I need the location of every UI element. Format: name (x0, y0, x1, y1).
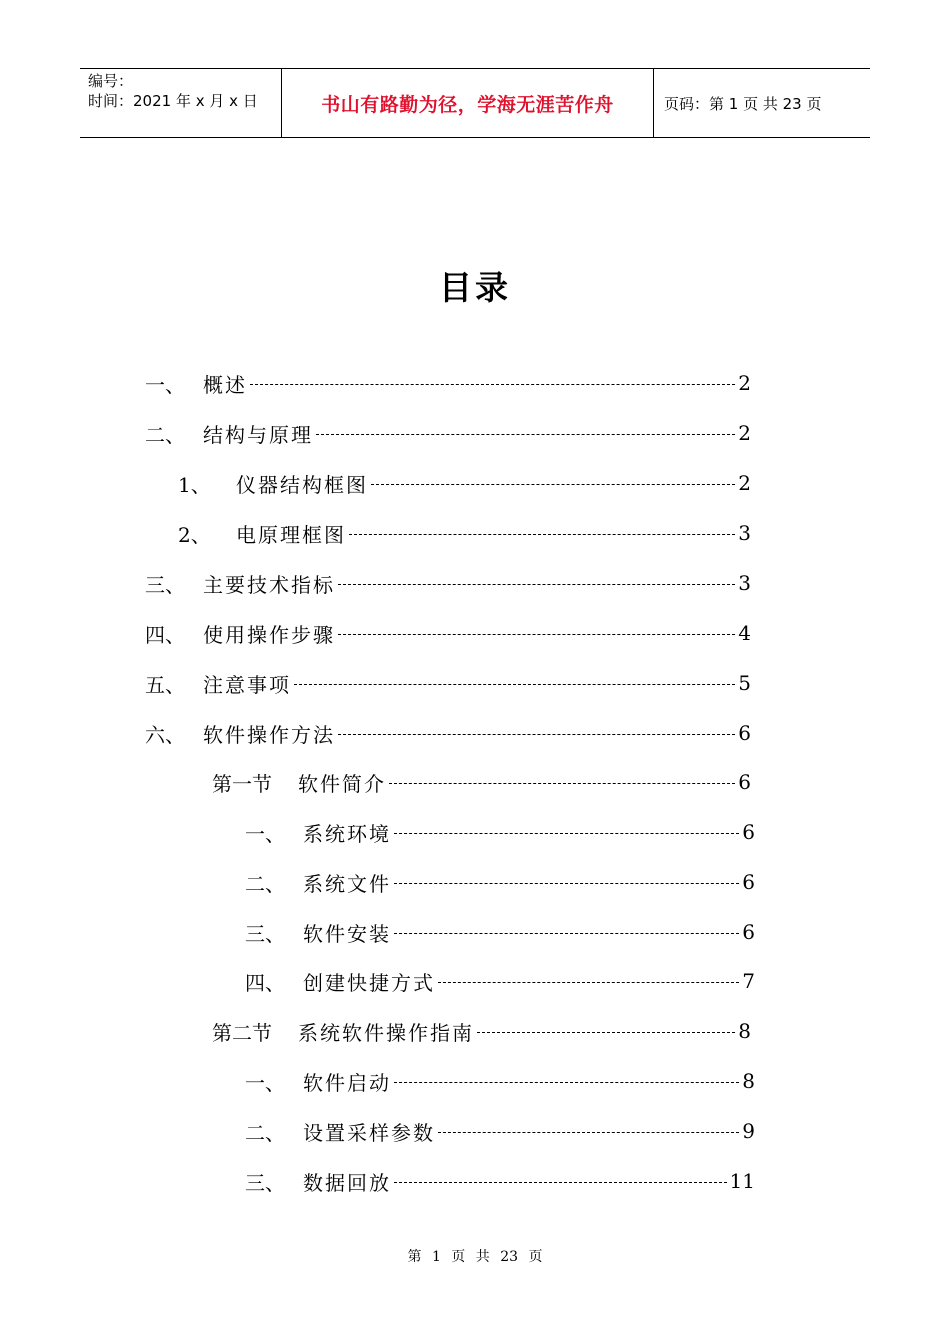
toc-number: 三、 (245, 921, 285, 946)
toc-number: 四、 (145, 622, 185, 647)
toc-leader (394, 1182, 727, 1183)
toc-leader (389, 783, 735, 784)
toc-number: 一、 (245, 821, 285, 846)
toc-label: 软件操作方法 (203, 722, 335, 747)
toc-entry[interactable] (145, 418, 751, 448)
toc-page-number: 8 (742, 1069, 755, 1093)
toc-entry[interactable] (245, 966, 755, 996)
toc-page-number: 11 (729, 1169, 755, 1193)
date-label: 时间：2021 年 x 月 x 日 (88, 92, 258, 110)
toc-entry[interactable] (212, 1016, 751, 1046)
toc-number: 五、 (145, 672, 185, 697)
toc-number: 二、 (245, 871, 285, 896)
header-motto: 书山有路勤为径，学海无涯苦作舟 (282, 69, 654, 137)
toc-label: 注意事项 (203, 672, 291, 697)
toc-page-number: 2 (738, 421, 751, 445)
toc-number: 一、 (145, 372, 185, 397)
toc-leader (349, 534, 735, 535)
toc-number: 2、 (178, 522, 211, 547)
toc-number: 一、 (245, 1070, 285, 1095)
toc-page-number: 6 (742, 820, 755, 844)
toc-label: 设置采样参数 (303, 1120, 435, 1145)
toc-leader (338, 734, 735, 735)
toc-page-number: 6 (738, 770, 751, 794)
toc-entry[interactable] (245, 1116, 755, 1146)
toc-page-number: 6 (742, 920, 755, 944)
toc-leader (394, 833, 739, 834)
page-footer: 第 1 页 共 23 页 (407, 1249, 543, 1265)
toc-number: 二、 (145, 422, 185, 447)
toc-label: 电原理框图 (236, 522, 346, 547)
toc-entry[interactable] (178, 518, 751, 548)
toc-number: 第二节 (212, 1020, 272, 1045)
toc-label: 软件简介 (298, 771, 386, 796)
toc-entry[interactable] (145, 368, 751, 398)
toc-page-number: 2 (738, 471, 751, 495)
toc-leader (477, 1032, 735, 1033)
toc-label: 系统软件操作指南 (298, 1020, 474, 1045)
toc-label: 使用操作步骤 (203, 622, 335, 647)
toc-page-number: 6 (738, 721, 751, 745)
toc-page-number: 2 (738, 371, 751, 395)
toc-label: 软件安装 (303, 921, 391, 946)
toc-leader (294, 684, 735, 685)
toc-leader (394, 1082, 739, 1083)
toc-label: 结构与原理 (203, 422, 313, 447)
toc-entry[interactable] (145, 618, 751, 648)
toc-page-number: 6 (742, 870, 755, 894)
toc-label: 系统环境 (303, 821, 391, 846)
toc-leader (338, 634, 735, 635)
toc-number: 三、 (145, 572, 185, 597)
toc-leader (371, 484, 735, 485)
header-meta (80, 69, 282, 137)
toc-label: 数据回放 (303, 1170, 391, 1195)
toc-entry[interactable] (212, 767, 751, 797)
toc-label: 概述 (203, 372, 247, 397)
toc-number: 二、 (245, 1120, 285, 1145)
toc-number: 第一节 (212, 771, 272, 796)
toc-label: 创建快捷方式 (303, 970, 435, 995)
toc-page-number: 8 (738, 1019, 751, 1043)
toc-leader (394, 883, 739, 884)
toc-entry[interactable] (245, 1166, 755, 1196)
toc-page-number: 3 (738, 571, 751, 595)
toc-label: 主要技术指标 (203, 572, 335, 597)
toc-label: 软件启动 (303, 1070, 391, 1095)
toc-page-number: 9 (742, 1119, 755, 1143)
toc-leader (316, 434, 735, 435)
toc-page-number: 4 (738, 621, 751, 645)
serial-number-label: 编号： (88, 72, 134, 90)
toc-entry[interactable] (145, 668, 751, 698)
page-title: 目录 (439, 268, 511, 307)
toc-entry[interactable] (245, 1066, 755, 1096)
toc-page-number: 5 (738, 671, 751, 695)
toc-page-number: 7 (742, 969, 755, 993)
toc-leader (438, 1132, 739, 1133)
toc-page-number: 3 (738, 521, 751, 545)
page-header (80, 68, 870, 138)
toc-entry[interactable] (145, 718, 751, 748)
toc-leader (438, 982, 739, 983)
toc-leader (250, 384, 735, 385)
toc-number: 六、 (145, 722, 185, 747)
toc-entry[interactable] (178, 468, 751, 498)
toc-number: 1、 (178, 472, 211, 497)
toc-number: 四、 (245, 970, 285, 995)
toc-entry[interactable] (145, 568, 751, 598)
header-page-info: 页码：第 1 页 共 23 页 (664, 94, 822, 113)
toc-entry[interactable] (245, 917, 755, 947)
toc-label: 系统文件 (303, 871, 391, 896)
toc-entry[interactable] (245, 867, 755, 897)
toc-entry[interactable] (245, 817, 755, 847)
toc-leader (338, 584, 735, 585)
toc-label: 仪器结构框图 (236, 472, 368, 497)
toc-number: 三、 (245, 1170, 285, 1195)
toc-leader (394, 933, 739, 934)
